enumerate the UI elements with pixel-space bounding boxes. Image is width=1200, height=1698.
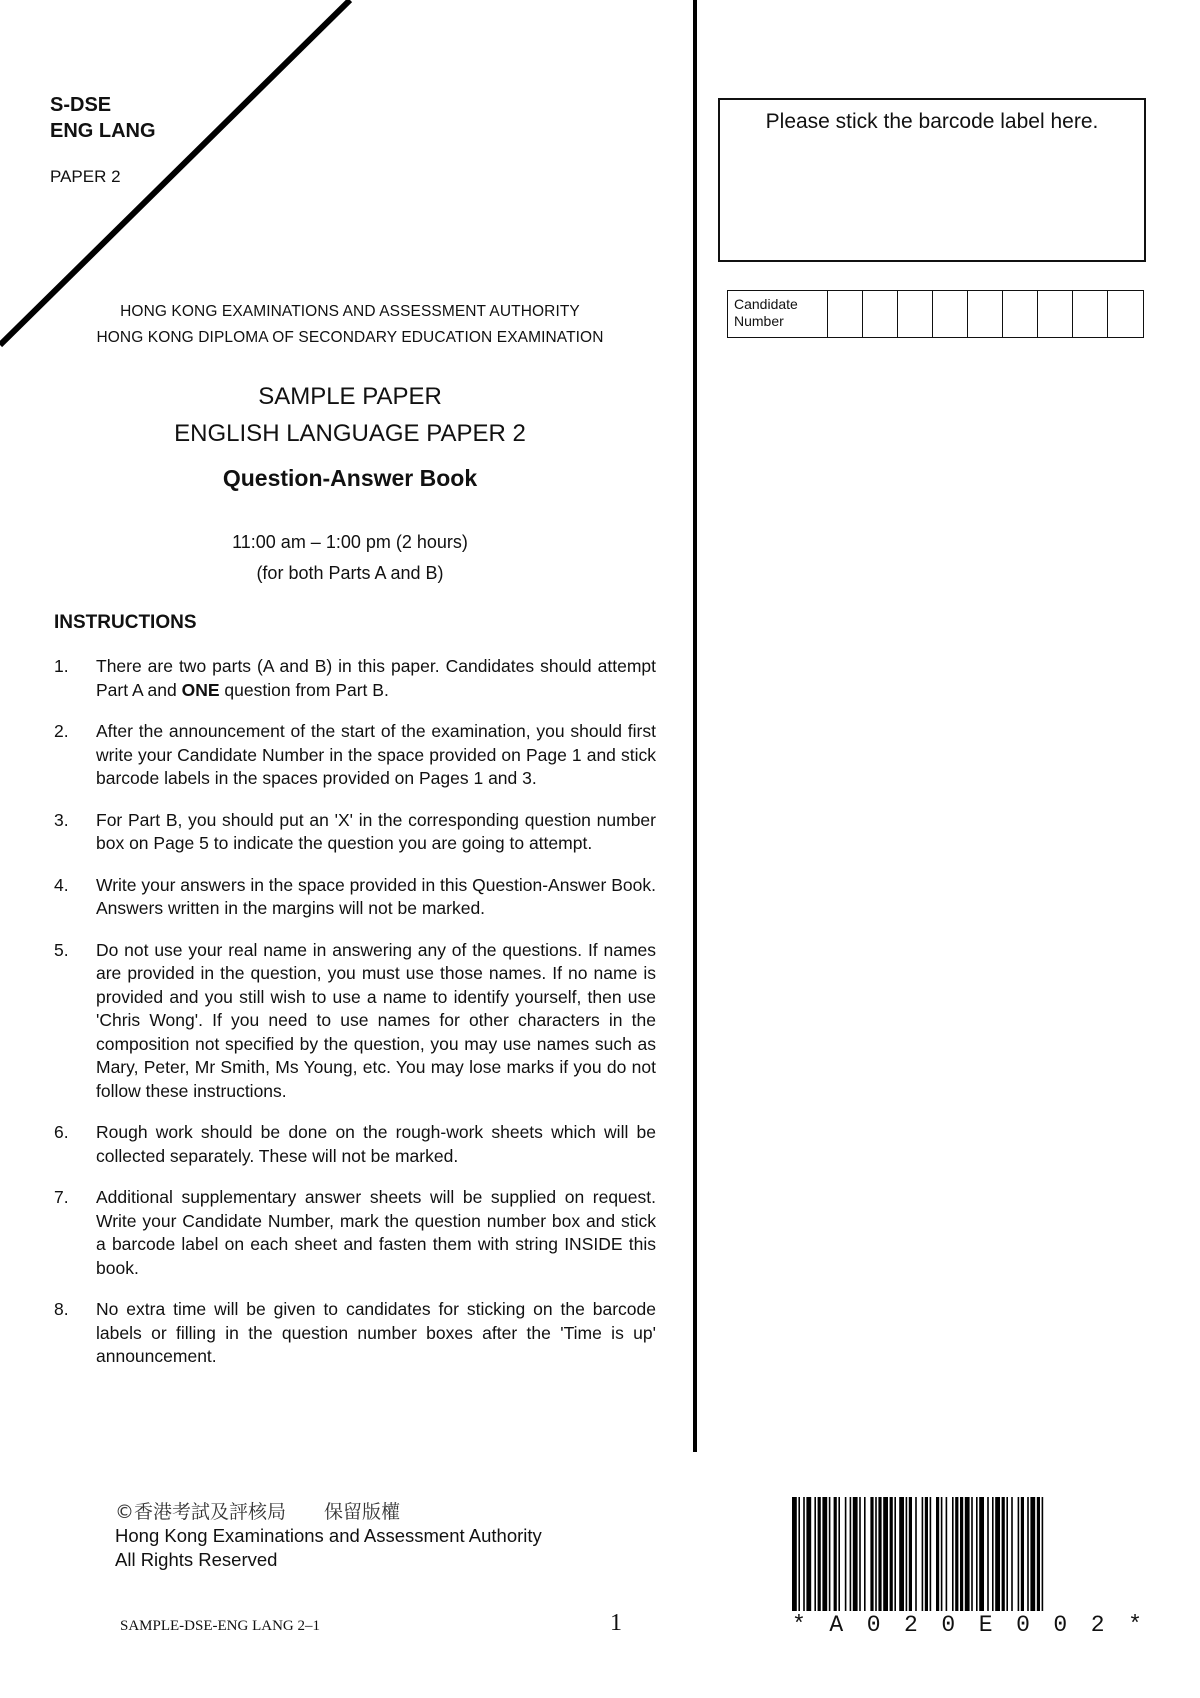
instruction-text: No extra time will be given to candidates for sticking on the barcode labels or filling in the question number boxes after the 'Time is up' announcement. [96,1299,656,1366]
barcode-bar [979,1497,984,1611]
instruction-number: 8. [54,1299,69,1319]
page-number: 1 [610,1610,622,1636]
instruction-item [54,1186,656,1280]
instruction-item [54,939,656,1104]
barcode-bar [806,1497,811,1611]
instruction-item [54,655,656,702]
barcode-bar [1006,1497,1008,1611]
barcode-bar [834,1497,837,1611]
barcode-bar [995,1497,1000,1611]
instructions-list [54,655,656,1387]
exam-code-line2: ENG LANG [50,120,156,142]
copyright-chinese: ©香港考試及評核局 保留版權 [115,1501,401,1523]
book-title: Question-Answer Book [222,465,478,491]
barcode-bar [1027,1497,1029,1611]
candidate-number-cell[interactable] [1038,291,1073,337]
barcode-char: 2 [1090,1612,1105,1638]
instruction-text: Additional supplementary answer sheets will be supplied on request. Write your Candidate Number, mark the question number box and stick a barcode label on each sheet and fasten them with string INSIDE this book. [96,1187,656,1278]
candidate-number-cell[interactable] [863,291,898,337]
barcode-bar [1037,1497,1040,1611]
barcode-bar [875,1497,877,1611]
barcode-bar [930,1497,932,1611]
barcode-bar [894,1497,896,1611]
barcode-label-area[interactable] [718,98,1146,262]
page-divider-line [693,0,697,1452]
instruction-item [54,874,656,921]
candidate-number-cell[interactable] [968,291,1003,337]
barcode-bar [987,1497,989,1611]
barcode-bar [1002,1497,1005,1611]
barcode-char: * [792,1612,806,1638]
barcode-bar [890,1497,893,1611]
candidate-number-label: Candidate Number [728,291,828,337]
barcode-label-instruction: Please stick the barcode label here. [765,110,1099,133]
barcode-char: * [1128,1612,1142,1638]
barcode-bar [792,1497,797,1611]
candidate-number-box [727,290,1144,338]
barcode-bar [829,1497,831,1611]
barcode-bar [859,1497,861,1611]
instruction-item [54,1298,656,1369]
paper-label: PAPER 2 [50,167,121,186]
candidate-number-cell[interactable] [1003,291,1038,337]
instruction-number: 1. [54,656,69,676]
barcode-bar [909,1497,912,1611]
authority-name: HONG KONG EXAMINATIONS AND ASSESSMENT AUTHORITY [120,303,580,320]
barcode-bar [883,1497,888,1611]
barcode-char: 2 [904,1612,918,1638]
barcode-bar [925,1497,928,1611]
barcode-char: 0 [866,1612,881,1638]
instruction-text: After the announcement of the start of the examination, you should first write your Candidate Number in the space provided on Page 1 and stick barcode labels in the spaces provided on Pages 1 and 3. [96,721,656,788]
instruction-number: 5. [54,939,69,960]
instruction-text: Write your answers in the space provided in this Question-Answer Book. Answers written in the margins will not be marked. [96,874,656,918]
barcode-bar [845,1497,847,1611]
barcode-bar [870,1497,873,1611]
instruction-item [54,720,656,791]
subject-title: ENGLISH LANGUAGE PAPER 2 [174,420,526,447]
candidate-number-cell[interactable] [898,291,933,337]
instructions-heading: INSTRUCTIONS [54,612,197,633]
barcode-bar [915,1497,917,1611]
instruction-number: 3. [54,809,69,830]
barcode-char: E [978,1612,993,1638]
barcode-char: 0 [1016,1612,1030,1638]
copyright-notice [115,1500,542,1572]
barcode-bar [850,1497,852,1611]
instruction-number: 2. [54,721,69,741]
candidate-number-cell[interactable] [1108,291,1143,337]
candidate-number-cell[interactable] [933,291,968,337]
barcode-bar [976,1497,978,1611]
barcode-bar [906,1497,908,1611]
barcode-bar [1011,1497,1013,1611]
candidate-number-cell[interactable] [1073,291,1108,337]
barcode-bar [1021,1497,1024,1611]
barcode-bar [960,1497,963,1611]
sample-paper-title: SAMPLE PAPER [258,383,442,410]
barcode-bar [838,1497,840,1611]
barcode-bar [952,1497,954,1611]
barcode-bar [1030,1497,1035,1611]
instruction-text: Do not use your real name in answering any of the questions. If names are provided in the question, you must use those names. If no name is provided and you still wish to use a name to identify yourself, then use 'Chris Wong'. If you need to use names for other characters in the composition not specified by the question, you may use names such as Mary, Peter, Mr Smith, Ms Young, etc. You may lose marks if you do not follow these instructions. [96,939,656,1101]
parts-note: (for both Parts A and B) [256,563,444,583]
barcode-bar [864,1497,866,1611]
instruction-text: Rough work should be done on the rough-work sheets which will be collected separately. These will not be marked. [96,1122,656,1166]
barcode-text [792,1612,1142,1638]
instruction-number: 6. [54,1122,69,1142]
barcode-bar [971,1497,973,1611]
barcode-char: A [829,1612,844,1638]
barcode-bar [798,1497,800,1611]
exam-code-line1: S-DSE [50,94,112,116]
footer-paper-code: SAMPLE-DSE-ENG LANG 2–1 [120,1618,320,1634]
barcode-char: 0 [941,1612,956,1638]
instruction-item [54,1121,656,1168]
barcode-bar [1042,1497,1044,1611]
barcode-bar [922,1497,924,1611]
barcode-bar [853,1497,858,1611]
barcode-char: 0 [1053,1612,1068,1638]
barcode-bar [803,1497,805,1611]
candidate-number-cell[interactable] [828,291,863,337]
copyright-line2: All Rights Reserved [115,1549,278,1570]
instruction-text: There are two parts (A and B) in this paper. Candidates should attempt Part A and ONE question from Part B. [96,656,656,700]
barcode-bar [992,1497,994,1611]
exam-time: 11:00 am – 1:00 pm (2 hours) [232,532,468,552]
barcode-bar [814,1497,816,1611]
instruction-number: 7. [54,1187,69,1207]
exam-name: HONG KONG DIPLOMA OF SECONDARY EDUCATION EXAMINATION [96,329,604,346]
barcode-bar [965,1497,970,1611]
barcode-bar [818,1497,821,1611]
barcode-bar [941,1497,943,1611]
barcode-bar [899,1497,904,1611]
barcode-graphic [792,1497,1142,1611]
instruction-text: For Part B, you should put an 'X' in the corresponding question number box on Page 5 to indicate the question you are going to attempt. [96,809,656,853]
copyright-line1: Hong Kong Examinations and Assessment Authority [115,1525,542,1546]
barcode-bar [822,1497,827,1611]
barcode-bar [936,1497,939,1611]
barcode-bar [946,1497,948,1611]
barcode-bar [955,1497,958,1611]
barcode-bar [1018,1497,1020,1611]
instruction-number: 4. [54,874,69,895]
barcode-bar [878,1497,881,1611]
instruction-item [54,809,656,856]
